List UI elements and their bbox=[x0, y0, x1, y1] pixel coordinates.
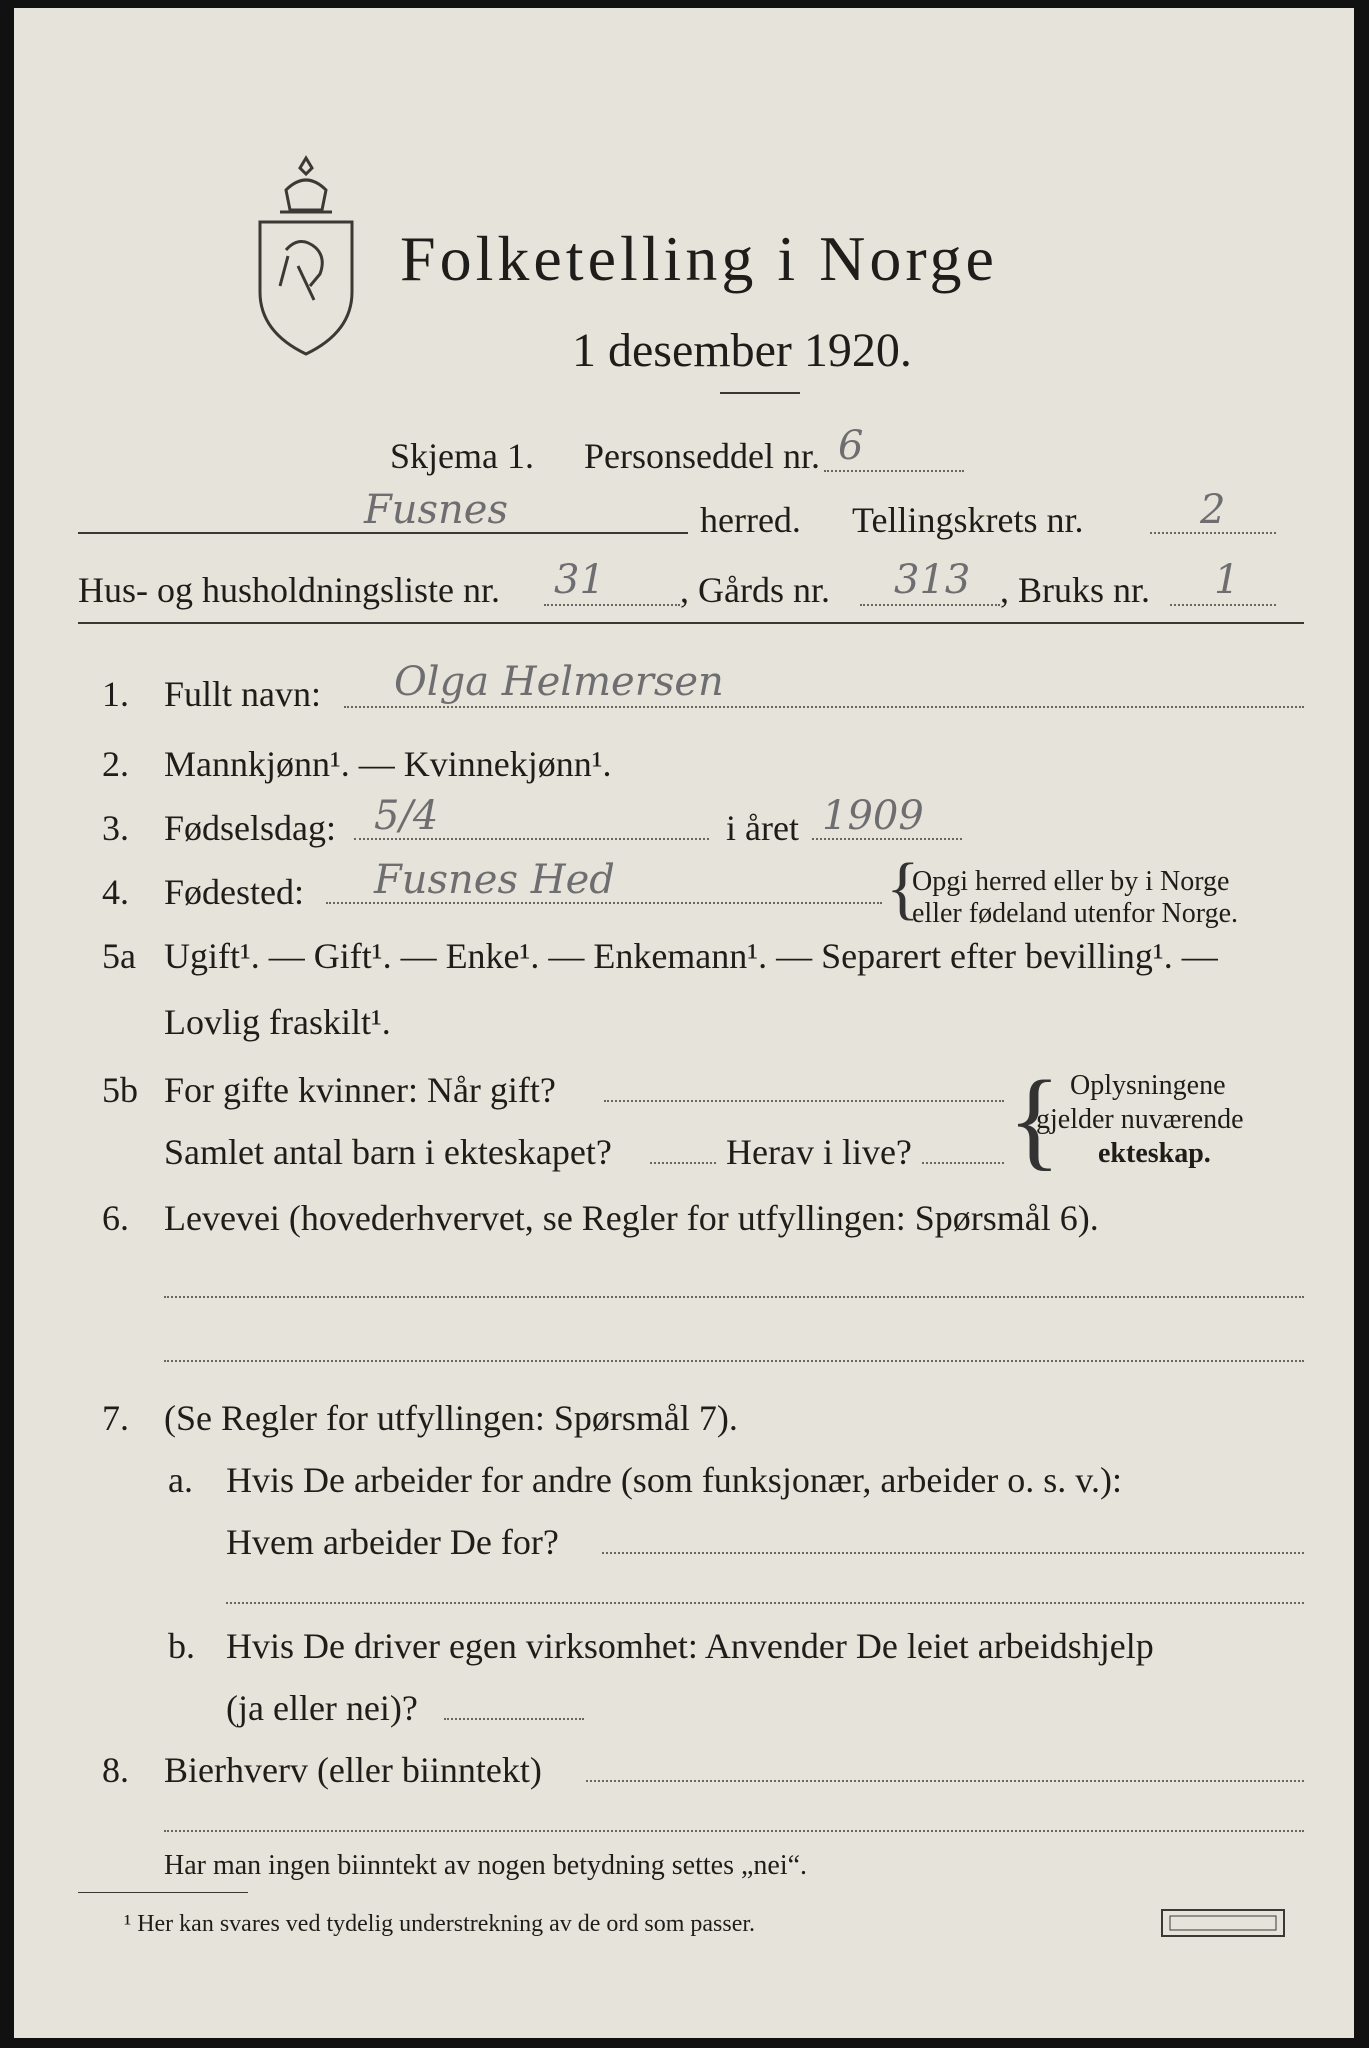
q3-number: 3. bbox=[102, 808, 129, 848]
biinntekt-note: Har man ingen biinntekt av nogen betydning settes „nei“. bbox=[164, 1850, 808, 1881]
q7b-line1: Hvis De driver egen virksomhet: Anvender De leiet arbeidshjelp bbox=[226, 1626, 1154, 1666]
q5b-number: 5b bbox=[102, 1070, 138, 1110]
q7a-line1: Hvis De arbeider for andre (som funksjonær, arbeider o. s. v.): bbox=[226, 1460, 1122, 1500]
gards-line bbox=[860, 604, 1000, 606]
q3-value: 5/4 bbox=[374, 793, 439, 839]
q5b-line2: Samlet antal barn i ekteskapet? bbox=[164, 1132, 612, 1172]
q5b-line1: For gifte kvinner: Når gift? bbox=[164, 1070, 556, 1110]
q5b-note-2: gjelder nuværende bbox=[1036, 1104, 1244, 1135]
q6-line-2 bbox=[164, 1360, 1304, 1362]
q2-label: Mannkjønn¹. — Kvinnekjønn¹. bbox=[164, 744, 612, 784]
q7a-line-2 bbox=[226, 1602, 1304, 1604]
q2-number: 2. bbox=[102, 744, 129, 784]
q8-line bbox=[586, 1780, 1304, 1782]
q6-line-1 bbox=[164, 1296, 1304, 1298]
census-form bbox=[14, 8, 1354, 2038]
q4-note-1: Opgi herred eller by i Norge bbox=[912, 866, 1230, 897]
q4-brace: { bbox=[886, 850, 920, 927]
q5b-brace: { bbox=[1008, 1058, 1061, 1180]
bruks-label: , Bruks nr. bbox=[1000, 570, 1151, 610]
q6-number: 6. bbox=[102, 1198, 129, 1238]
q3-year-line bbox=[812, 838, 962, 840]
tellingskrets-label: Tellingskrets nr. bbox=[852, 500, 1084, 540]
q4-line bbox=[326, 902, 882, 904]
bruks-line bbox=[1170, 604, 1276, 606]
q5a-number: 5a bbox=[102, 936, 136, 976]
form-title: Folketelling i Norge bbox=[400, 223, 998, 294]
herred-value: Fusnes bbox=[364, 487, 509, 533]
q7b-number: b. bbox=[168, 1626, 195, 1666]
husholdning-line bbox=[544, 604, 680, 606]
gards-value: 313 bbox=[894, 557, 971, 603]
section-divider bbox=[78, 622, 1304, 624]
q5a-line1: Ugift¹. — Gift¹. — Enke¹. — Enkemann¹. — Separert efter bevilling¹. — bbox=[164, 936, 1218, 976]
q8-line-2 bbox=[164, 1830, 1304, 1832]
q7b-line2: (ja eller nei)? bbox=[226, 1688, 418, 1728]
tellingskrets-value: 2 bbox=[1200, 487, 1226, 533]
q5a-line2: Lovlig fraskilt¹. bbox=[164, 1002, 391, 1042]
form-date: 1 desember 1920. bbox=[572, 324, 912, 377]
q5b-note-3: ekteskap. bbox=[1098, 1138, 1211, 1169]
q1-line bbox=[344, 706, 1304, 708]
q3-line bbox=[354, 838, 709, 840]
q5b-live: Herav i live? bbox=[726, 1132, 912, 1172]
q1-label: Fullt navn: bbox=[164, 674, 322, 714]
herred-line bbox=[78, 532, 688, 534]
q1-number: 1. bbox=[102, 674, 129, 714]
coat-of-arms-icon bbox=[246, 150, 366, 360]
q7-label: (Se Regler for utfyllingen: Spørsmål 7). bbox=[164, 1398, 738, 1438]
title-divider bbox=[720, 392, 800, 394]
q1-value: Olga Helmersen bbox=[394, 659, 724, 705]
gards-label: , Gårds nr. bbox=[680, 570, 830, 610]
husholdning-value: 31 bbox=[554, 557, 605, 603]
skjema-label: Skjema 1. bbox=[390, 436, 534, 476]
personseddel-label: Personseddel nr. bbox=[584, 436, 820, 476]
q7-number: 7. bbox=[102, 1398, 129, 1438]
tellingskrets-line bbox=[1150, 532, 1276, 534]
q5b-gift-line bbox=[604, 1100, 1004, 1102]
q4-label: Fødested: bbox=[164, 872, 304, 912]
q5b-barn-line bbox=[650, 1162, 716, 1164]
q7b-line bbox=[444, 1718, 584, 1720]
q5b-note-1: Oplysningene bbox=[1070, 1070, 1226, 1101]
q7a-number: a. bbox=[168, 1460, 193, 1500]
q8-number: 8. bbox=[102, 1750, 129, 1790]
q5b-live-line bbox=[922, 1162, 1004, 1164]
q7a-line bbox=[602, 1552, 1304, 1554]
herred-label: herred. bbox=[700, 500, 801, 540]
personseddel-line bbox=[824, 470, 964, 472]
personseddel-value: 6 bbox=[838, 423, 864, 469]
q3-year-label: i året bbox=[726, 808, 799, 848]
footnote: ¹ Her kan svares ved tydelig understrekning av de ord som passer. bbox=[124, 1911, 756, 1937]
q4-note-2: eller fødeland utenfor Norge. bbox=[912, 898, 1239, 929]
printer-stamp-icon bbox=[1160, 1908, 1286, 1938]
q3-label: Fødselsdag: bbox=[164, 808, 337, 848]
q3-year-value: 1909 bbox=[822, 793, 924, 839]
bruks-value: 1 bbox=[1214, 557, 1240, 603]
husholdning-label: Hus- og husholdningsliste nr. bbox=[78, 570, 501, 610]
q8-label: Bierhverv (eller biinntekt) bbox=[164, 1750, 542, 1790]
q7a-line2: Hvem arbeider De for? bbox=[226, 1522, 559, 1562]
q4-value: Fusnes Hed bbox=[374, 857, 615, 903]
footnote-divider bbox=[78, 1892, 248, 1893]
q6-label: Levevei (hovederhvervet, se Regler for utfyllingen: Spørsmål 6). bbox=[164, 1198, 1099, 1238]
q4-number: 4. bbox=[102, 872, 129, 912]
